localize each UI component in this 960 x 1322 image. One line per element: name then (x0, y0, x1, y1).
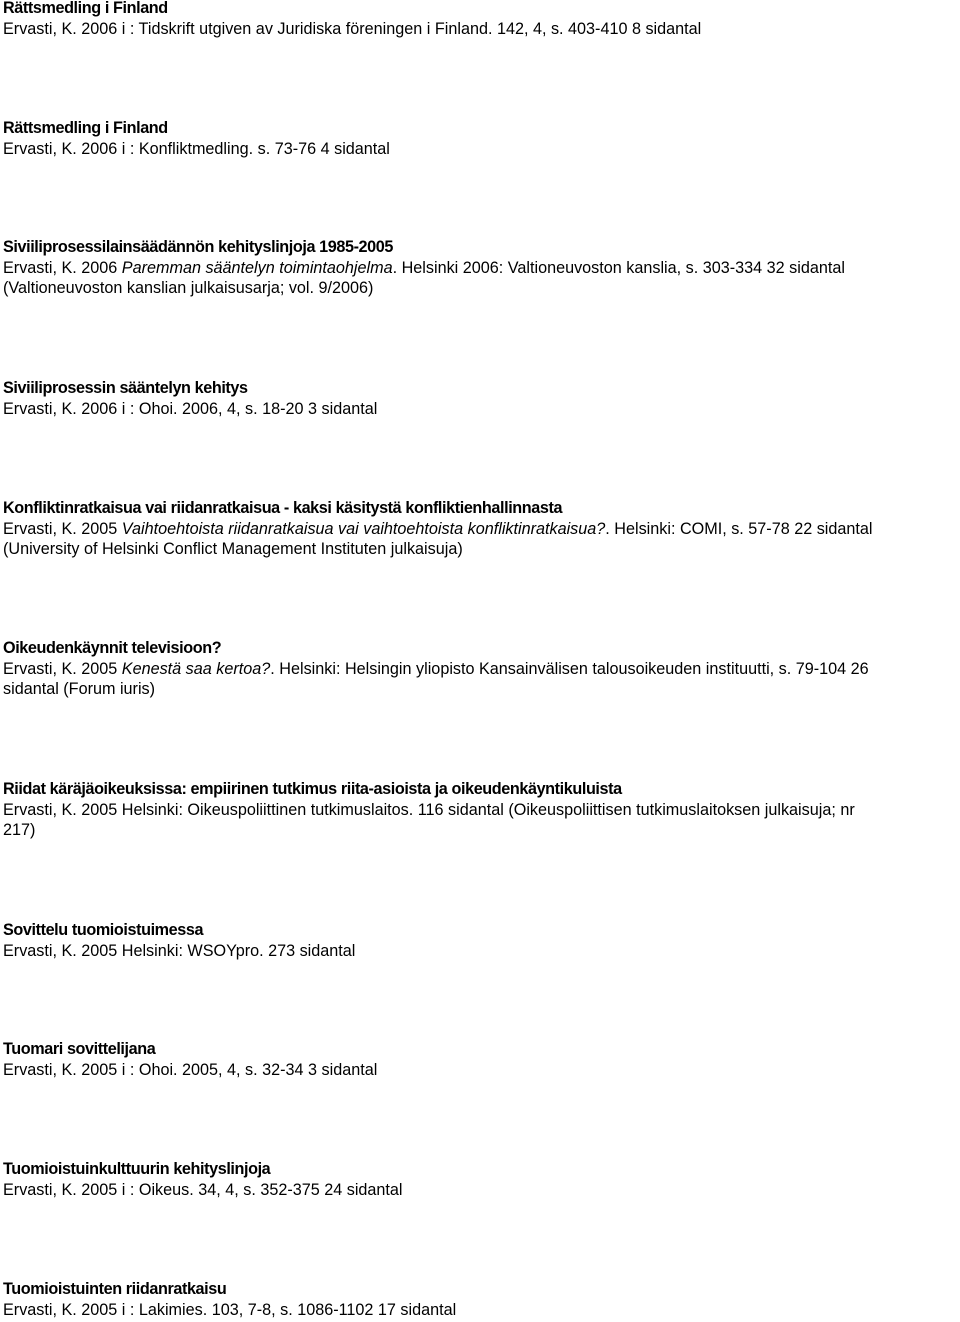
publication-citation-continued: sidantal (Forum iuris) (3, 680, 156, 698)
publication-citation: Ervasti, K. 2005 Helsinki: WSOYpro. 273 sidantal (3, 941, 356, 960)
publication-title: Rättsmedling i Finland (3, 0, 168, 17)
publication-title: Tuomari sovittelijana (3, 1040, 156, 1058)
publication-title: Riidat käräjäoikeuksissa: empiirinen tutkimus riita-asioista ja oikeudenkäyntikuluista (3, 780, 622, 798)
publication-entry (3, 638, 959, 700)
publication-title: Rättsmedling i Finland (3, 119, 168, 137)
publication-citation: Ervasti, K. 2005 Kenestä saa kertoa?. Helsinki: Helsingin yliopisto Kansainvälisen talousoikeuden instituutti, s. 79-104 26 (3, 659, 869, 678)
publication-citation: Ervasti, K. 2006 i : Ohoi. 2006, 4, s. 18-20 3 sidantal (3, 399, 378, 418)
publication-citation: Ervasti, K. 2006 i : Tidskrift utgiven av Juridiska föreningen i Finland. 142, 4, s. 403-410 8 sidantal (3, 19, 702, 38)
publication-citation: Ervasti, K. 2005 Vaihtoehtoista riidanratkaisua vai vaihtoehtoista konfliktinratkaisua?. Helsinki: COMI, s. 57-78 22 sidantal (3, 519, 873, 538)
publication-entry (3, 0, 959, 39)
publication-citation: Ervasti, K. 2006 Paremman sääntelyn toimintaohjelma. Helsinki 2006: Valtioneuvoston kanslia, s. 303-334 32 sidantal (3, 258, 845, 277)
publication-entry (3, 118, 959, 159)
publication-citation: Ervasti, K. 2005 Helsinki: Oikeuspoliittinen tutkimuslaitos. 116 sidantal (Oikeuspoliittisen tutkimuslaitoksen julkaisuja; nr (3, 800, 855, 819)
publication-title: Oikeudenkäynnit televisioon? (3, 639, 222, 657)
publication-title: Siviiliprosessilainsäädännön kehityslinjoja 1985-2005 (3, 238, 393, 256)
publication-entry (3, 1159, 959, 1200)
publication-citation: Ervasti, K. 2005 i : Lakimies. 103, 7-8, s. 1086-1102 17 sidantal (3, 1300, 457, 1319)
publication-citation-continued: (University of Helsinki Conflict Management Instituten julkaisuja) (3, 540, 463, 558)
publication-title: Sovittelu tuomioistuimessa (3, 921, 204, 939)
publication-citation: Ervasti, K. 2005 i : Ohoi. 2005, 4, s. 32-34 3 sidantal (3, 1060, 378, 1079)
publication-title: Tuomioistuinten riidanratkaisu (3, 1280, 227, 1298)
publication-entry (3, 237, 959, 299)
publication-title: Tuomioistuinkulttuurin kehityslinjoja (3, 1160, 271, 1178)
publication-entry (3, 920, 959, 961)
publication-entry (3, 1039, 959, 1080)
publication-entry (3, 378, 959, 419)
publication-entry (3, 498, 959, 560)
publication-title: Konfliktinratkaisua vai riidanratkaisua - kaksi käsitystä konfliktienhallinnasta (3, 499, 563, 517)
publication-citation: Ervasti, K. 2005 i : Oikeus. 34, 4, s. 352-375 24 sidantal (3, 1180, 403, 1199)
publication-title: Siviiliprosessin sääntelyn kehitys (3, 379, 248, 397)
publication-entry (3, 1279, 959, 1320)
publication-citation-continued: (Valtioneuvoston kanslian julkaisusarja; vol. 9/2006) (3, 279, 374, 297)
publication-entry (3, 779, 959, 841)
publication-citation: Ervasti, K. 2006 i : Konfliktmedling. s. 73-76 4 sidantal (3, 139, 390, 158)
publication-citation-continued: 217) (3, 821, 36, 839)
